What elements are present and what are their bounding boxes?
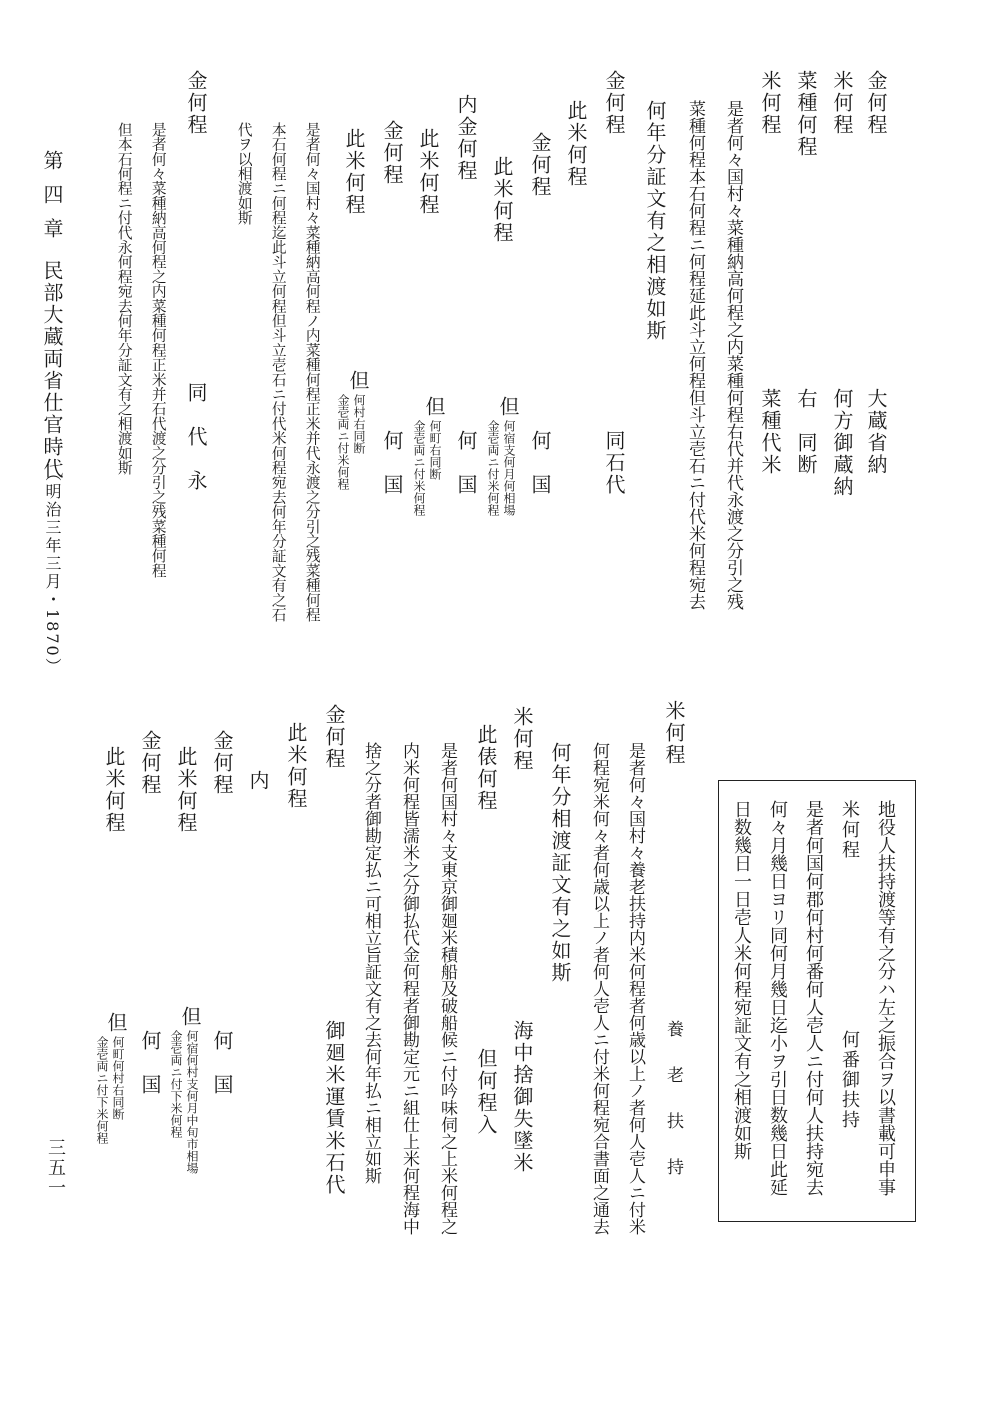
body-text: 代ヲ以相渡如斯 — [235, 122, 253, 225]
chapter-suffix: 章 — [40, 218, 64, 238]
entry-note: 菜種代米 — [758, 388, 782, 476]
note-sub-line: 何村右同断 — [352, 394, 366, 454]
entry-note: 養 老 扶 持 — [663, 1020, 683, 1181]
chapter-prefix: 第 — [40, 150, 64, 170]
entry-item: 金何程 — [210, 730, 234, 796]
boxed-note-line: 日数幾日一日壱人米何程宛証文有之相渡如斯 — [731, 800, 752, 1160]
entry-note: 同石代 — [602, 430, 626, 496]
entry-item: 内金何程 — [454, 94, 478, 182]
note-sub-line: 金壱両ニ付米何程 — [412, 420, 426, 516]
body-text: 本石何程ニ何程迄此斗立何程但斗立壱石ニ付代米何程宛去何年分証文有之石 — [269, 122, 287, 622]
entry-item: 此米何程 — [102, 746, 126, 834]
running-head-title: 民部大蔵両省仕官時代 — [40, 260, 64, 480]
page-number: 三五一 — [45, 1138, 66, 1198]
entry-item: 此米何程 — [284, 722, 308, 810]
body-text: 是者何々国村々養老扶持内米何程者何歳以上ノ者何人壱人ニ付米 — [625, 742, 645, 1235]
boxed-note-label: 何番御扶持 — [839, 1030, 860, 1130]
entry-item: 金何程 — [184, 70, 208, 136]
note-sub-line: 金壱両ニ付下米何程 — [169, 1030, 183, 1138]
entry-item: 金何程 — [864, 70, 888, 136]
entry-item: 金何程 — [602, 70, 626, 136]
entry-item: 此米何程 — [342, 128, 366, 216]
chapter-number: 四 — [40, 184, 64, 204]
entry-item: 米何程 — [662, 700, 686, 766]
body-text: 内米何程皆濡米之分御払代金何程者御勘定元ニ組仕上米何程海中 — [399, 742, 419, 1235]
note-sub-line: 何宿支何月何相場 — [502, 420, 516, 516]
entry-item: 此米何程 — [490, 156, 514, 244]
note-sub-line: 金壱両ニ付米何程 — [486, 420, 500, 516]
entry-note: 何 国 — [138, 1030, 162, 1096]
note-sub-line: 金壱両ニ付米何程 — [336, 394, 350, 490]
tadashi-label: 但 — [178, 1006, 202, 1028]
entry-item: 此米何程 — [174, 746, 198, 834]
tadashi-label: 但 — [346, 370, 370, 392]
tadashi-label: 但 — [496, 396, 520, 418]
entry-item: 此俵何程 — [474, 724, 498, 812]
entry-note: 何 国 — [454, 430, 478, 496]
entry-note: 何方御蔵納 — [830, 388, 854, 498]
body-text: 何年分証文有之相渡如斯 — [643, 100, 667, 342]
body-text: 何程宛米何々者何歳以上ノ者何人壱人ニ付米何程宛合書面之通去 — [589, 742, 609, 1235]
entry-item: 金何程 — [322, 704, 346, 770]
entry-note: 海中捨御失墜米 — [510, 1020, 534, 1174]
boxed-note-line: 是者何国何郡何村何番何人壱人ニ付何人扶持宛去 — [803, 800, 824, 1196]
entry-note: 何 国 — [528, 430, 552, 496]
body-text: 是者何国村々支東京御廻米積船及破船候ニ付吟味伺之上米何程之 — [437, 742, 457, 1235]
boxed-note-line: 何々月幾日ヨリ同何月幾日迄小ヲ引日数幾日此延 — [767, 800, 788, 1196]
boxed-note-item: 米何程 — [839, 800, 860, 860]
running-head — [42, 150, 62, 238]
entry-item: 米何程 — [830, 70, 854, 136]
running-head-era: （明治三年三月・1870） — [43, 465, 62, 676]
entry-item: 此米何程 — [564, 100, 588, 188]
entry-item: 米何程 — [758, 70, 782, 136]
entry-item: 金何程 — [138, 730, 162, 796]
entry-note: 何 国 — [380, 430, 404, 496]
body-text: 是者何々国村々菜種納高何程ノ内菜種何程正米并代永渡之分引之残菜種何程 — [303, 122, 321, 622]
body-text: 菜種何程本石何程ニ何程延此斗立何程但斗立壱石ニ付代米何程宛去 — [685, 100, 705, 610]
entry-item: 菜種何程 — [794, 70, 818, 158]
note-sub-line: 何町右同断 — [428, 420, 442, 480]
entry-note: 御廻米運賃米石代 — [322, 1020, 346, 1196]
body-text: 是者何々国村々菜種納高何程之内菜種何程右代并代永渡之分引之残 — [723, 100, 743, 610]
section-label: 内 — [246, 770, 270, 792]
entry-note: 右 同断 — [794, 388, 818, 476]
entry-item: 金何程 — [528, 132, 552, 198]
body-text: 何年分相渡証文有之如斯 — [548, 742, 572, 984]
note-sub-line: 金壱両ニ付下米何程 — [95, 1036, 109, 1144]
note-sub-line: 何宿何村支何月中旬市相場 — [185, 1030, 199, 1174]
boxed-note-line: 地役人扶持渡等有之分ハ左之振合ヲ以書載可申事 — [875, 800, 896, 1196]
entry-note: 何 国 — [210, 1030, 234, 1096]
body-text: 是者何々菜種納高何程之内菜種何程正米并石代渡之分引之残菜種何程 — [149, 122, 167, 578]
entry-note: 同 代 永 — [184, 382, 208, 492]
entry-item: 米何程 — [510, 706, 534, 772]
body-text: 捨之分者御勘定払ニ可相立旨証文有之去何年払ニ相立如斯 — [361, 742, 381, 1184]
entry-note: 大蔵省納 — [864, 388, 888, 476]
tadashi-label: 但 — [104, 1012, 128, 1034]
entry-item: 此米何程 — [416, 128, 440, 216]
entry-item: 金何程 — [380, 120, 404, 186]
body-text: 但本石何程ニ付代永何程宛去何年分証文有之相渡如斯 — [115, 122, 133, 475]
note-sub-line: 何町何村右同断 — [111, 1036, 125, 1120]
entry-note: 但何程入 — [474, 1048, 498, 1136]
tadashi-label: 但 — [422, 396, 446, 418]
